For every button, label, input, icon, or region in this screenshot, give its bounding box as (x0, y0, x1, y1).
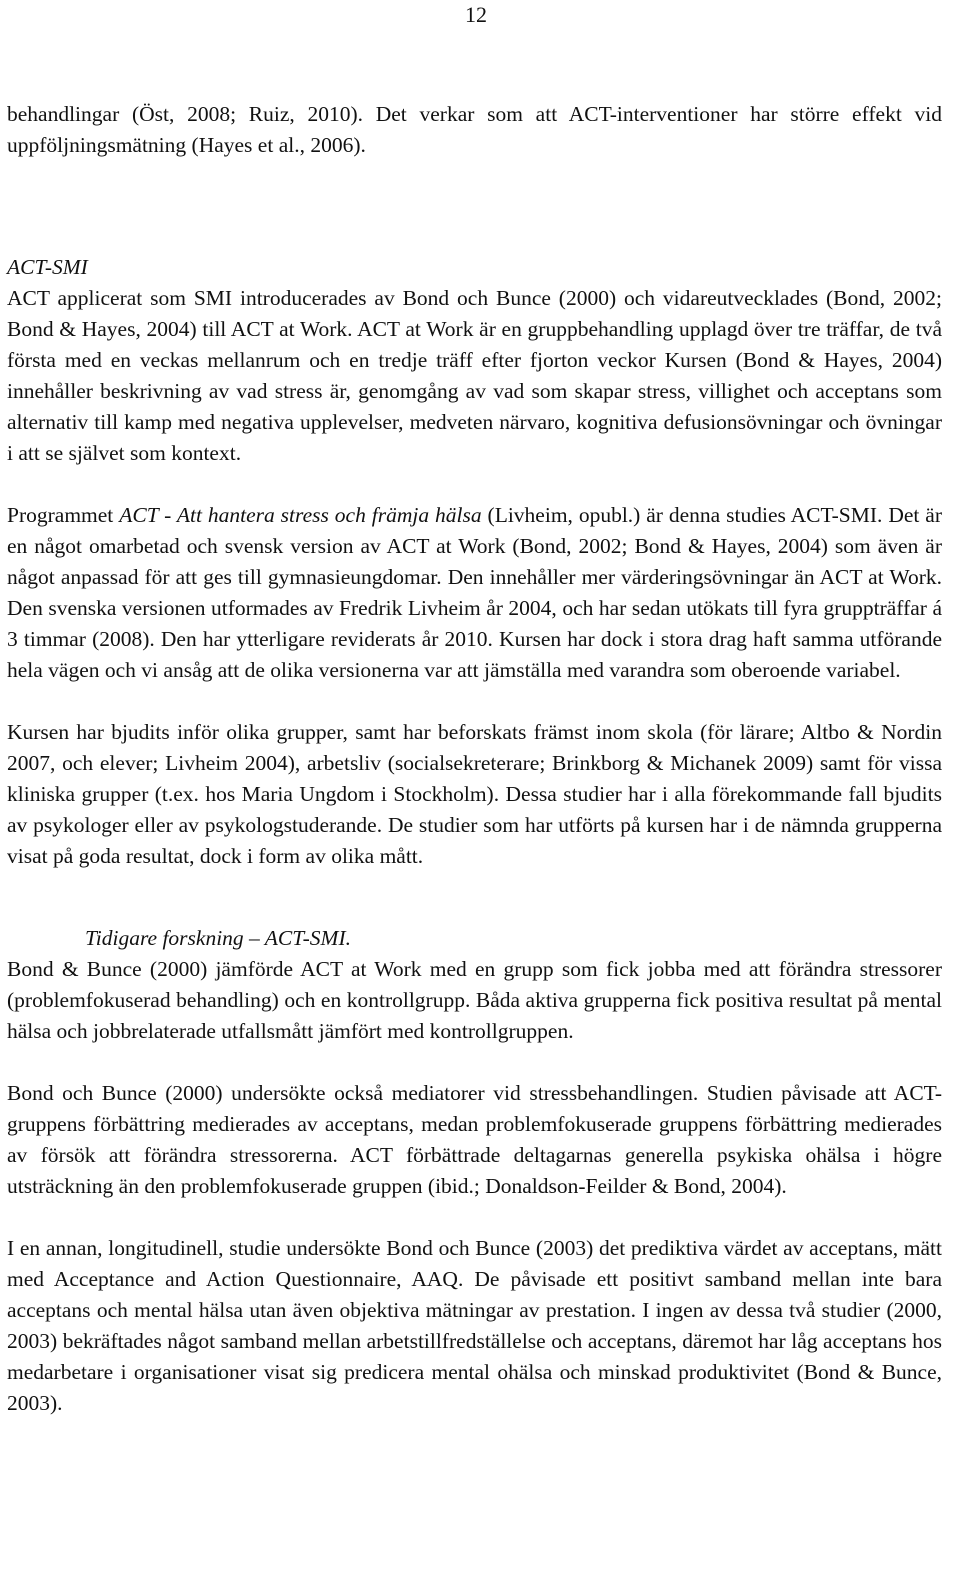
subheading-tidigare-forskning (7, 923, 942, 954)
subheading-text: Tidigare forskning – ACT-SMI. (85, 926, 351, 950)
section-heading-act-smi: ACT-SMI (7, 255, 88, 279)
paragraph-1: behandlingar (Öst, 2008; Ruiz, 2010). Det verkar som att ACT-interventioner har större effekt vid uppföljningsmätning (Hayes et al., 2006). (7, 102, 942, 157)
paragraph-3 (7, 500, 942, 686)
document-body (7, 99, 942, 1419)
program-title: ACT - Att hantera stress och främja hälsa (119, 503, 482, 527)
paragraph-7: I en annan, longitudinell, studie undersökte Bond och Bunce (2003) det prediktiva värdet av acceptans, mätt med Acceptance and Action Questionnaire, AAQ. De påvisade ett positivt samband mellan inte bara acceptans och mental hälsa utan även objektiva mätningar av prestation. I ingen av dessa två studier (2000, 2003) bekräftades något samband mellan arbetstillfredställelse och acceptans, däremot har låg acceptans hos medarbetare i organisationer visat sig predicera mental ohälsa och minskad produktivitet (Bond & Bunce, 2003). (7, 1236, 942, 1415)
page-number: 12 (465, 2, 487, 27)
paragraph-5: Bond & Bunce (2000) jämförde ACT at Work med en grupp som fick jobba med att förändra stressorer (problemfokuserad behandling) och en kontrollgrupp. Båda aktiva grupperna fick positiva resultat på mental hälsa och jobbrelaterade utfallsmått jämfört med kontrollgruppen. (7, 957, 942, 1043)
paragraph-4: Kursen har bjudits inför olika grupper, samt har beforskats främst inom skola (för lärare; Altbo & Nordin 2007, och elever; Livheim 2004), arbetsliv (socialsekreterare; Brinkborg & Michanek 2009) samt för vissa kliniska grupper (t.ex. hos Maria Ungdom i Stockholm). Dessa studier har i alla förekommande fall bjudits av psykologer eller av psykologstuderande. De studier som har utförts på kursen har i de nämnda grupperna visat på goda resultat, dock i form av olika mått. (7, 720, 942, 868)
paragraph-3-rest: (Livheim, opubl.) är denna studies ACT-SMI. Det är en något omarbetad och svensk version av ACT at Work (Bond, 2002; Bond & Hayes, 2004) som även är något anpassad för att ges till gymnasieungdomar. Den innehåller mer värderingsövningar än ACT at Work. Den svenska versionen utformades av Fredrik Livheim år 2004, och har sedan utökats till fyra gruppträffar á 3 timmar (2008). Den har ytterligare reviderats år 2010. Kursen har dock i stora drag haft samma utförande hela vägen och vi ansåg att de olika versionerna var att jämställa med varandra som oberoende variabel. (7, 503, 942, 682)
paragraph-6: Bond och Bunce (2000) undersökte också mediatorer vid stressbehandlingen. Studien påvisade att ACT-gruppens förbättring medierades av acceptans, medan problemfokuserade gruppens förbättring medierades av försök att förändra stressorerna. ACT förbättrade deltagarnas generella psykiska ohälsa i högre utsträckning än den problemfokuserade gruppen (ibid.; Donaldson-Feilder & Bond, 2004). (7, 1081, 942, 1198)
paragraph-2: ACT applicerat som SMI introducerades av Bond och Bunce (2000) och vidareutvecklades (Bond, 2002; Bond & Hayes, 2004) till ACT at Work. ACT at Work är en gruppbehandling upplagd över tre träffar, de två första med en veckas mellanrum och en tredje träff efter fjorton veckor Kursen (Bond & Hayes, 2004) innehåller beskrivning av vad stress är, genomgång av vad som skapar stress, villighet och acceptans som alternativ till kamp med negativa upplevelser, medveten närvaro, kognitiva defusionsövningar och övningar i att se självet som kontext. (7, 286, 942, 465)
paragraph-3-prefix: Programmet (7, 503, 120, 527)
